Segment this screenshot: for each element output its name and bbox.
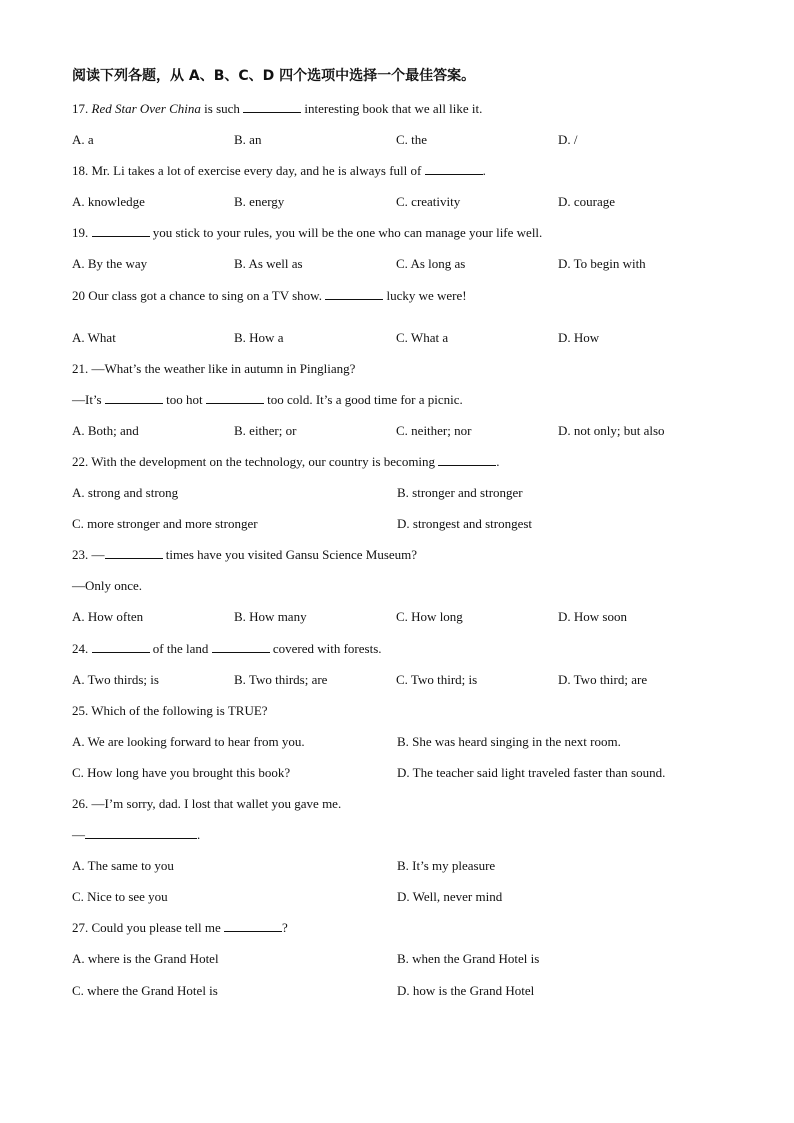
option-d[interactable]: D. How	[558, 329, 600, 345]
question-27-options-ab	[72, 943, 722, 974]
option-a[interactable]: A. where is the Grand Hotel	[72, 951, 219, 967]
section-heading: 阅读下列各题，从 A、B、C、D 四个选项中选择一个最佳答案。	[72, 68, 476, 84]
option-c[interactable]: C. As long as	[396, 256, 466, 272]
option-a[interactable]: A. How often	[72, 609, 144, 625]
answer-blank	[325, 288, 383, 300]
question-20-stem: 20 Our class got a chance to sing on a TV show. lucky we were!	[72, 287, 467, 303]
question-19-stem: 19. you stick to your rules, you will be the one who can manage your life well.	[72, 225, 543, 241]
option-b[interactable]: B. Two thirds; are	[234, 671, 328, 687]
question-19-options	[72, 248, 722, 279]
book-title: Red Star Over China	[91, 101, 201, 116]
option-d[interactable]: D. /	[558, 132, 578, 148]
question-22-stem: 22. With the development on the technology, our country is becoming .	[72, 453, 500, 469]
answer-blank	[85, 827, 197, 839]
question-27-options-cd	[72, 975, 722, 1006]
option-b[interactable]: B. It’s my pleasure	[397, 858, 496, 874]
option-a[interactable]: A. knowledge	[72, 194, 145, 210]
option-c[interactable]: C. How long	[396, 609, 463, 625]
question-22-options-ab	[72, 477, 722, 508]
option-c[interactable]: C. more stronger and more stronger	[72, 516, 258, 532]
option-c[interactable]: C. creativity	[396, 194, 461, 210]
option-d[interactable]: D. strongest and strongest	[397, 516, 533, 532]
option-a[interactable]: A. What	[72, 329, 116, 345]
option-d[interactable]: D. courage	[558, 194, 616, 210]
option-b[interactable]: B. How a	[234, 329, 284, 345]
exam-page	[72, 62, 722, 1006]
answer-blank	[105, 547, 163, 559]
option-a[interactable]: A. The same to you	[72, 858, 174, 874]
answer-blank	[425, 163, 483, 175]
answer-blank	[105, 392, 163, 404]
option-a[interactable]: A. We are looking forward to hear from you.	[72, 733, 305, 749]
question-26-stem: 26. —I’m sorry, dad. I lost that wallet you gave me.	[72, 795, 342, 811]
option-a[interactable]: A. a	[72, 132, 94, 148]
option-b[interactable]: B. when the Grand Hotel is	[397, 951, 540, 967]
option-c[interactable]: C. neither; nor	[396, 422, 472, 438]
question-18-stem: 18. Mr. Li takes a lot of exercise every day, and he is always full of .	[72, 163, 486, 179]
answer-blank	[92, 225, 150, 237]
option-a[interactable]: A. Two thirds; is	[72, 671, 159, 687]
question-25-options-ab	[72, 726, 722, 757]
question-26-options-ab	[72, 850, 722, 881]
question-25-stem: 25. Which of the following is TRUE?	[72, 702, 268, 718]
question-21-options	[72, 415, 722, 446]
question-26-reply: — .	[72, 827, 201, 843]
option-a[interactable]: A. By the way	[72, 256, 148, 272]
option-c[interactable]: C. Nice to see you	[72, 889, 168, 905]
option-b[interactable]: B. As well as	[234, 256, 303, 272]
option-b[interactable]: B. How many	[234, 609, 307, 625]
question-18-options	[72, 186, 722, 217]
option-c[interactable]: C. the	[396, 132, 428, 148]
answer-blank	[243, 101, 301, 113]
option-c[interactable]: C. Two third; is	[396, 671, 478, 687]
question-27-stem: 27. Could you please tell me ?	[72, 920, 288, 936]
option-a[interactable]: A. Both; and	[72, 422, 139, 438]
question-21-stem: 21. —What’s the weather like in autumn in Pingliang?	[72, 360, 356, 376]
option-a[interactable]: A. strong and strong	[72, 485, 179, 501]
answer-blank	[92, 641, 150, 653]
option-d[interactable]: D. The teacher said light traveled faster than sound.	[397, 764, 666, 780]
question-17-options	[72, 124, 722, 155]
question-24-stem: 24. of the land covered with forests.	[72, 640, 382, 656]
option-d[interactable]: D. how is the Grand Hotel	[397, 982, 535, 998]
option-b[interactable]: B. energy	[234, 194, 285, 210]
option-b[interactable]: B. stronger and stronger	[397, 485, 523, 501]
answer-blank	[206, 392, 264, 404]
question-26-options-cd	[72, 881, 722, 912]
answer-blank	[212, 641, 270, 653]
option-c[interactable]: C. where the Grand Hotel is	[72, 982, 218, 998]
question-23-options	[72, 601, 722, 632]
answer-blank	[438, 454, 496, 466]
option-b[interactable]: B. either; or	[234, 422, 297, 438]
question-23-stem: 23. — times have you visited Gansu Science Museum?	[72, 547, 418, 563]
option-b[interactable]: B. an	[234, 132, 262, 148]
question-17-stem: 17. Red Star Over China is such interesting book that we all like it.	[72, 101, 483, 116]
option-c[interactable]: C. What a	[396, 329, 449, 345]
question-20-options	[72, 322, 722, 353]
option-b[interactable]: B. She was heard singing in the next room.	[397, 733, 621, 749]
question-22-options-cd	[72, 508, 722, 539]
question-23-reply: —Only once.	[72, 578, 143, 594]
answer-blank	[224, 920, 282, 932]
option-d[interactable]: D. Two third; are	[558, 671, 648, 687]
question-21-reply: —It’s too hot too cold. It’s a good time for a picnic.	[72, 391, 463, 407]
option-d[interactable]: D. How soon	[558, 609, 627, 625]
option-d[interactable]: D. To begin with	[558, 256, 646, 272]
option-d[interactable]: D. Well, never mind	[397, 889, 503, 905]
option-d[interactable]: D. not only; but also	[558, 422, 665, 438]
question-24-options	[72, 664, 722, 695]
option-c[interactable]: C. How long have you brought this book?	[72, 764, 291, 780]
question-25-options-cd	[72, 757, 722, 788]
